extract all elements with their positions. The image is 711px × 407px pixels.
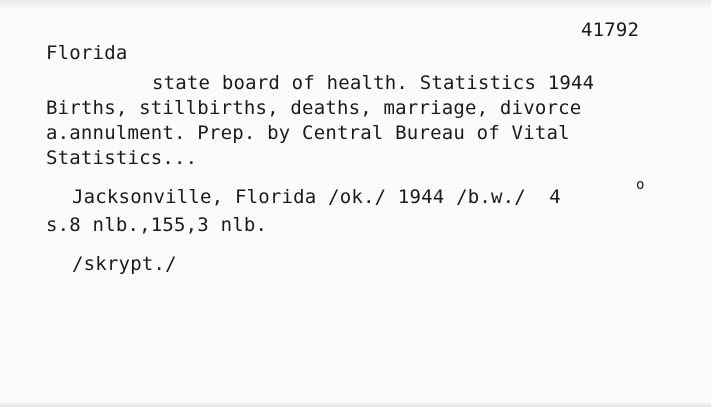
title-line-1: state board of health. Statistics 1944 (152, 72, 595, 94)
catalog-number: 41792 (581, 19, 640, 41)
note-line: /skrypt./ (72, 253, 177, 275)
title-line-3: a.annulment. Prep. by Central Bureau of Vital (46, 122, 570, 144)
imprint-line: Jacksonville, Florida /ok./ 1944 /b.w./ 4 (72, 186, 561, 208)
format-superscript: o (636, 177, 645, 193)
title-line-2: Births, stillbirths, deaths, marriage, divorce (46, 97, 582, 119)
card-heading: Florida (46, 42, 128, 64)
title-line-4: Statistics... (46, 147, 198, 169)
collation-line: s.8 nlb.,155,3 nlb. (46, 214, 268, 236)
